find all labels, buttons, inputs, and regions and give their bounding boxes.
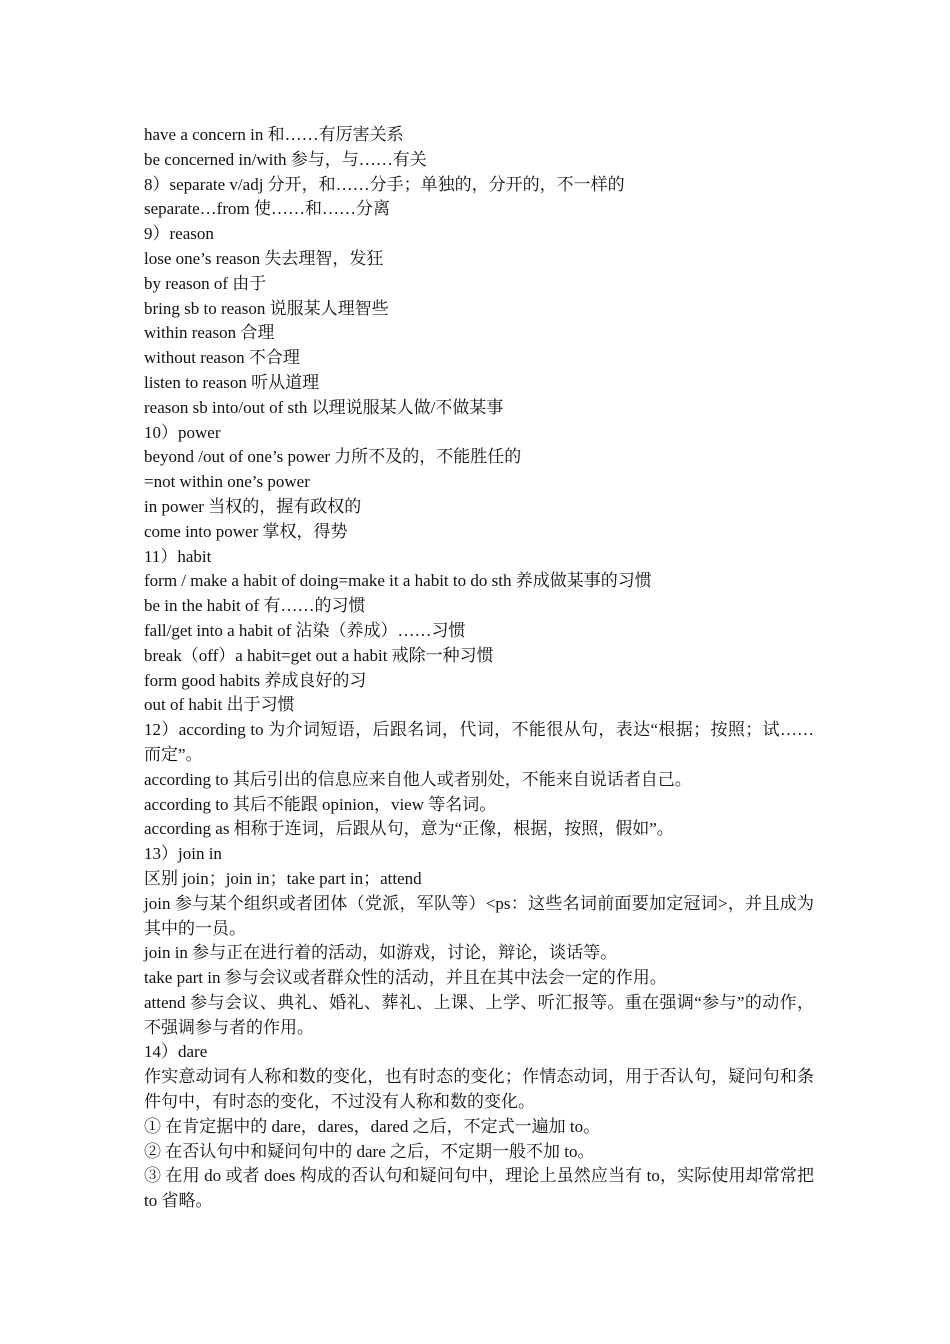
heading-power: 10）power <box>144 422 221 442</box>
text-line-lose-reason: lose one’s reason 失去理智，发狂 <box>144 248 384 268</box>
text-line-concerned-in-with: be concerned in/with 参与，与……有关 <box>144 149 427 169</box>
text-line-by-reason-of: by reason of 由于 <box>144 273 267 293</box>
text-line-according-to-source: according to 其后引出的信息应来自他人或者别处，不能来自说话者自己。 <box>144 769 692 789</box>
text-line-join-in: join in 参与正在进行着的活动，如游戏，讨论，辩论，谈话等。 <box>144 943 618 963</box>
text-line-form-make-habit: form / make a habit of doing=make it a habit to do sth 养成做某事的习惯 <box>144 571 652 591</box>
text-line-form-good-habits: form good habits 养成良好的习 <box>144 670 367 690</box>
text-line-break-off-habit: break（off）a habit=get out a habit 戒除一种习惯 <box>144 645 494 665</box>
heading-reason: 9）reason <box>144 224 214 244</box>
paragraph-dare-rule-3: ③ 在用 do 或者 does 构成的否认句和疑问句中，理论上虽然应当有 to，实际使用却常常把 to 省略。 <box>144 1166 814 1211</box>
text-line-dare-rule-2: ② 在否认句中和疑问句中的 dare 之后，不定期一般不加 to。 <box>144 1141 595 1161</box>
text-line-listen-to-reason: listen to reason 听从道理 <box>144 372 320 392</box>
document-body <box>144 123 814 1214</box>
text-line-distinguish: 区别 join；join in；take part in；attend <box>144 868 422 888</box>
heading-join-in: 13）join in <box>144 844 222 864</box>
heading-habit: 11）habit <box>144 546 212 566</box>
text-line-take-part-in: take part in 参与会议或者群众性的活动，并且在其中法会一定的作用。 <box>144 968 667 988</box>
paragraph-attend: attend 参与会议、典礼、婚礼、葬礼、上课、上学、听汇报等。重在强调“参与”的动作，不强调参与者的作用。 <box>144 992 814 1037</box>
text-line-out-of-habit: out of habit 出于习惯 <box>144 695 295 715</box>
text-line-concern-in: have a concern in 和……有厉害关系 <box>144 125 404 144</box>
heading-separate: 8）separate v/adj 分开，和……分手；单独的，分开的，不一样的 <box>144 174 625 194</box>
paragraph-dare-usage: 作实意动词有人称和数的变化，也有时态的变化；作情态动词，用于否认句，疑问句和条件句中，有时态的变化，不过没有人称和数的变化。 <box>144 1067 814 1112</box>
text-line-within-reason: within reason 合理 <box>144 323 275 343</box>
text-line-in-power: in power 当权的，握有政权的 <box>144 496 362 516</box>
text-line-come-into-power: come into power 掌权，得势 <box>144 521 348 541</box>
text-line-separate-from: separate…from 使……和……分离 <box>144 199 390 219</box>
text-line-dare-rule-1: ① 在肯定据中的 dare，dares，dared 之后，不定式一遍加 to。 <box>144 1116 601 1136</box>
text-line-in-the-habit-of: be in the habit of 有……的习惯 <box>144 596 366 616</box>
heading-dare: 14）dare <box>144 1042 208 1062</box>
text-line-reason-into-out-of: reason sb into/out of sth 以理说服某人做/不做某事 <box>144 397 504 417</box>
paragraph-join: join 参与某个组织或者团体（党派，军队等）<ps：这些名词前面要加定冠词>，并且成为其中的一员。 <box>144 893 814 938</box>
text-line-fall-get-into-habit: fall/get into a habit of 沾染（养成）……习惯 <box>144 620 466 640</box>
text-line-not-within-power: =not within one’s power <box>144 472 310 492</box>
text-line-according-to-opinion: according to 其后不能跟 opinion，view 等名词。 <box>144 794 497 814</box>
text-line-according-as: according as 相称于连词，后跟从句，意为“正像，根据，按照，假如”。 <box>144 819 674 839</box>
paragraph-according-to: 12）according to 为介词短语，后跟名词，代词，不能很从句，表达“根据；按照；试……而定”。 <box>144 720 814 764</box>
text-line-beyond-power: beyond /out of one’s power 力所不及的，不能胜任的 <box>144 447 522 467</box>
text-line-without-reason: without reason 不合理 <box>144 348 300 368</box>
text-line-bring-to-reason: bring sb to reason 说服某人理智些 <box>144 298 389 318</box>
